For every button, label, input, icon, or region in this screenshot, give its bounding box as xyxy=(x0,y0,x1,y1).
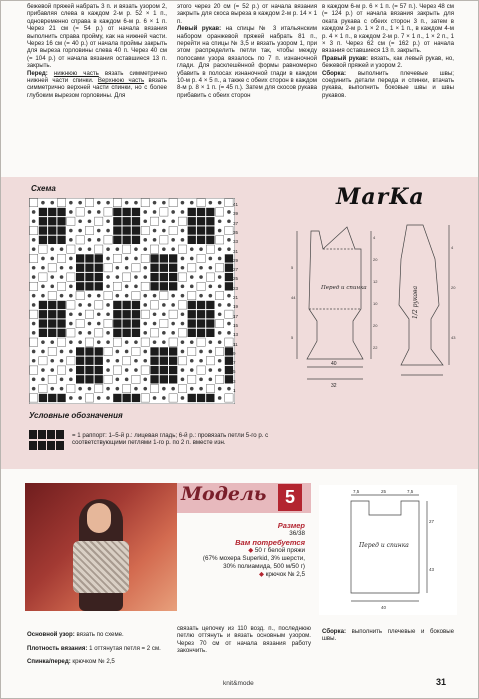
legend-text: = 1 раппорт: 1–5-й р.: лицевая гладь; 6-й р.: провязать петли 5-го р. с соответствующими петлями 1-го р. по 2 п. вместе изн. xyxy=(72,432,269,447)
chart-row-number: 1 xyxy=(233,388,236,393)
left-sleeve-label: Левый рукав: xyxy=(177,25,222,33)
right-sleeve-text: вязать, как левый рукав, но, бежевой пряжей и узором 2. xyxy=(322,54,454,70)
chart-row-number: 15 xyxy=(233,322,239,328)
right-sleeve-label: Правый рукав: xyxy=(322,54,369,62)
page-number: 31 xyxy=(436,677,447,687)
gauge-text: 1 оттянутая петля = 2 см. xyxy=(87,644,161,652)
front-instructions xyxy=(27,70,167,100)
magazine-brand: knit&mode xyxy=(223,680,254,687)
svg-text:12: 12 xyxy=(373,279,378,284)
chart-row-number: 39 xyxy=(233,211,239,217)
left-sleeve-text: на спицы № 3 итальянским набором оранжевой пряжей набрать 81 п., перейти на спицы № 3,5 и вязать узором 1, при этом распределить петли так, чтобы между полосами узора вязалось по 7 п. изнаночной глади. Для расклешённой формы равномерно убавить в полосах изнаночной глади в каждом 10-м р. 4 × 5 п., а также с обеих сторон в каждом 8-м р. 8 × 1 п. (= 45 п.). Затем для скосов рукава прибавить с обеих сторон xyxy=(177,25,317,99)
chart-row-number: 11 xyxy=(233,341,238,347)
front-label: Перед: xyxy=(27,69,48,77)
material-composition-2: 30% полиамида, 500 м/50 г) xyxy=(223,563,305,570)
svg-text:20: 20 xyxy=(373,257,378,262)
svg-text:43: 43 xyxy=(451,335,456,340)
material-hook: ◆ крючок № 2,5 xyxy=(259,571,305,578)
dim-armhole: 27 xyxy=(429,519,435,524)
neckline-text: этого через 20 см (= 52 р.) от начала вязания закрыть для скоса выреза в каждом 2-м р. 14 × 1 п. xyxy=(177,3,317,25)
assembly2-label: Сборка: xyxy=(322,628,346,635)
model-number-badge: 5 xyxy=(278,484,302,511)
legend-repeat-icon xyxy=(29,430,65,450)
svg-text:44: 44 xyxy=(291,295,296,300)
schema-title: Схема xyxy=(31,184,56,193)
text-column-3 xyxy=(322,3,454,99)
svg-text:4: 4 xyxy=(451,245,454,250)
upper-part-term: Верхнюю часть xyxy=(97,77,145,85)
chart-row-number: 41 xyxy=(233,202,239,207)
dim-width-40: 40 xyxy=(331,361,337,367)
chart-row-number: 25 xyxy=(233,276,239,282)
legend-title: Условные обозначения xyxy=(29,411,123,420)
pattern-label: Основной узор: xyxy=(27,631,75,639)
size-block xyxy=(185,521,305,579)
assembly-instructions xyxy=(322,70,454,100)
chart-row-number: 29 xyxy=(233,257,239,263)
sleeve-label: 1/2 рукава xyxy=(412,285,419,319)
needs-heading: Вам потребуется xyxy=(235,538,305,547)
knitting-chart xyxy=(29,198,235,404)
lower-part-term: нижнюю часть xyxy=(53,69,99,77)
assembly2-text: выполнить плечевые и боковые швы. xyxy=(322,628,454,643)
footer-column-3 xyxy=(322,628,454,643)
dim-left-shoulder: 7,5 xyxy=(353,489,360,494)
dim-bottom: 40 xyxy=(381,605,387,610)
chart-row-number: 37 xyxy=(233,220,239,226)
material-yarn: ◆ 50 г белой пряжи xyxy=(248,547,305,554)
chart-row-number: 31 xyxy=(233,248,239,254)
chart-row-number: 35 xyxy=(233,229,239,235)
hook-bullet-icon: ◆ xyxy=(259,571,266,578)
footer-column-2: связать цепочку из 110 возд. п., последнюю петлю оттянуть и вязать основным узором. Через 70 см от начала вязания работу закончить. xyxy=(177,625,311,655)
size-value: 36/38 xyxy=(289,530,305,537)
front-text-1: вязать симметрично нижней части спинки. xyxy=(27,69,168,85)
text-column-2 xyxy=(177,3,317,99)
sleeve-cap-text: в каждом 6-м р. 6 × 1 п. (= 57 п.). Через 48 см (= 124 р.) от начала вязания закрыть для оката рукава с обеих сторон 3 п., затем в каждом 2-м р. 1 × 2 п., 1 × 1 п., в каждом 4-м р. 4 × 1 п., в каждом 2-м р. 7 × 1 п., 1 × 2 п., 1 × 3 п. Через 62 см (= 162 р.) от начала вязания оставшиеся 13 п. закрыть. xyxy=(322,3,454,55)
dim-width-32: 32 xyxy=(331,383,337,389)
chart-row-number: 7 xyxy=(233,360,236,366)
gauge-label: Плотность вязания: xyxy=(27,644,88,652)
chart-row-number: 33 xyxy=(233,239,239,245)
chart-row-number: 5 xyxy=(233,369,236,375)
footer-column-1 xyxy=(27,625,167,672)
front-back-label: Перед и спинка xyxy=(321,285,367,291)
front-text-2: вязать симметрично верхней части спинки, но с более глубоким вырезом горловины. Для xyxy=(27,77,167,99)
svg-text:20: 20 xyxy=(451,285,456,290)
garment-pattern-diagram xyxy=(289,209,459,389)
right-sleeve-instructions xyxy=(322,55,454,70)
chart-row-number: 23 xyxy=(233,285,239,291)
dim-neck: 25 xyxy=(381,489,387,494)
model-photo xyxy=(25,483,177,611)
svg-text:20: 20 xyxy=(373,323,378,328)
chart-row-number: 3 xyxy=(233,378,236,384)
back-instructions: бежевой пряжей набрать 3 п. и вязать узором 2, прибавляя слева в каждом 2-м р. 52 × 1 п., одновременно справа в каждом 6-м р. 6 × 1 п. Через 21 см (= 54 р.) от начала вязания выполнить справа пройму, как на нижней части. Через 16 см (= 40 р.) от начала проймы закрыть для выреза горловины слева 40 п. Через 40 см (= 104 р.) от начала вязания оставшиеся 13 п. закрыть. xyxy=(27,3,167,70)
size-heading: Размер xyxy=(277,521,305,530)
svg-text:4: 4 xyxy=(373,235,376,240)
materials-list xyxy=(185,547,305,579)
watermark-brand: MarKa xyxy=(336,184,425,210)
pattern-text: вязать по схеме. xyxy=(74,631,124,639)
text-column-1 xyxy=(27,3,167,99)
chart-row-number: 9 xyxy=(233,350,236,356)
svg-text:5: 5 xyxy=(291,335,294,340)
material-composition-1: (67% мохера Superkid, 3% шерсти, xyxy=(202,555,305,562)
chart-row-number: 19 xyxy=(233,304,239,310)
back-front-text: крючком № 2,5 xyxy=(70,658,115,666)
dim-right-shoulder: 7,5 xyxy=(407,489,414,494)
svg-text:10: 10 xyxy=(373,301,378,306)
svg-text:5: 5 xyxy=(291,265,294,270)
chart-row-number: 27 xyxy=(233,267,239,273)
front-back-label-2: Перед и спинка xyxy=(359,542,409,549)
back-front-label: Спинка/перед: xyxy=(27,658,71,666)
assembly-text: выполнить плечевые швы; соединить детали переда и спинки, втачать рукава, выполнить боковые швы и швы рукавов. xyxy=(322,69,454,99)
chart-row-number: 21 xyxy=(233,295,239,300)
assembly-label: Сборка: xyxy=(322,69,346,77)
model-title: Модель xyxy=(181,483,267,505)
dim-body: 43 xyxy=(429,567,435,572)
yarn-bullet-icon: ◆ xyxy=(248,547,255,554)
chart-row-number: 17 xyxy=(233,313,239,319)
left-sleeve-instructions xyxy=(177,25,317,99)
model5-pattern-diagram xyxy=(319,485,457,615)
svg-text:22: 22 xyxy=(373,345,378,350)
chart-row-number: 13 xyxy=(233,332,239,338)
